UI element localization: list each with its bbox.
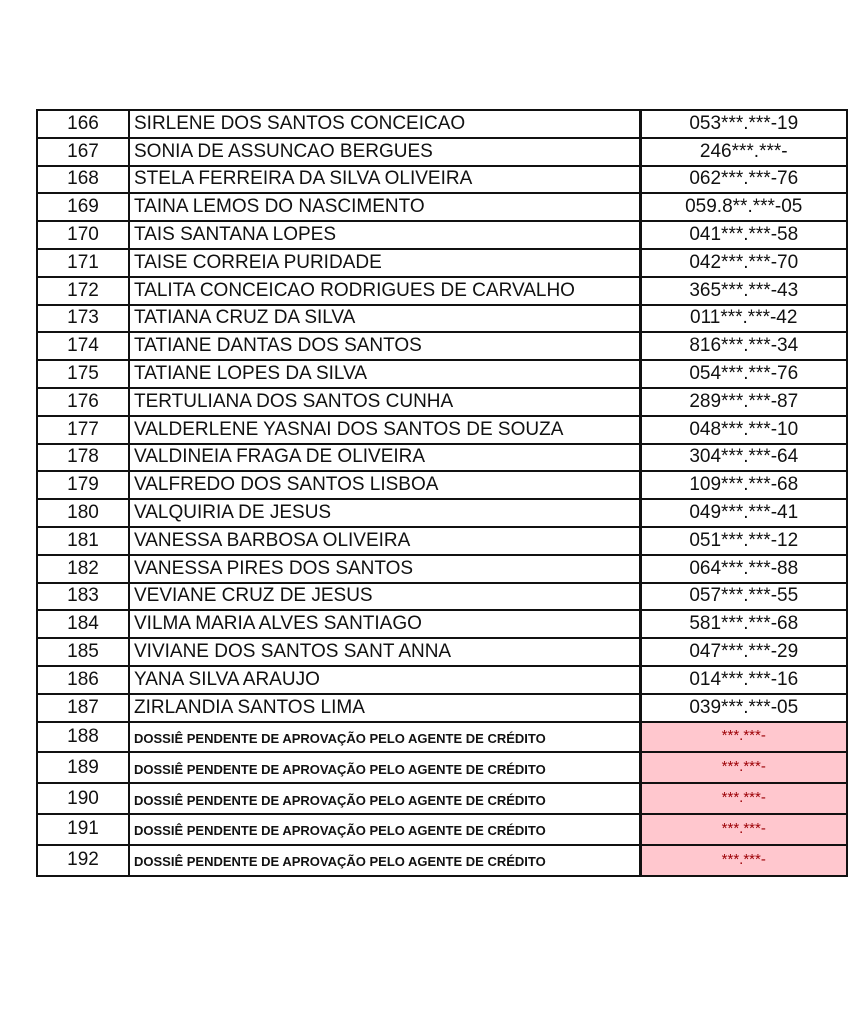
cpf-cell: 064***.***-88 [640, 555, 847, 583]
beneficiary-name-cell: VILMA MARIA ALVES SANTIAGO [129, 610, 640, 638]
table-row [37, 277, 847, 305]
cpf-cell: 047***.***-29 [640, 638, 847, 666]
table-row [37, 110, 847, 138]
cpf-cell: 039***.***-05 [640, 694, 847, 722]
table-row [37, 783, 847, 814]
row-number-cell: 182 [37, 555, 129, 583]
table-row [37, 249, 847, 277]
table-row [37, 166, 847, 194]
beneficiary-name-cell: TALITA CONCEICAO RODRIGUES DE CARVALHO [129, 277, 640, 305]
table-row [37, 388, 847, 416]
cpf-cell: 109***.***-68 [640, 471, 847, 499]
row-number-cell: 166 [37, 110, 129, 138]
cpf-cell: 048***.***-10 [640, 416, 847, 444]
row-number-cell: 167 [37, 138, 129, 166]
pending-cpf-cell: ***.***- [640, 783, 847, 814]
row-number-cell: 187 [37, 694, 129, 722]
beneficiary-name-cell: TATIANA CRUZ DA SILVA [129, 305, 640, 333]
cpf-cell: 246***.***- [640, 138, 847, 166]
pending-dossier-note: DOSSIÊ PENDENTE DE APROVAÇÃO PELO AGENTE DE CRÉDITO [129, 722, 640, 753]
row-number-cell: 189 [37, 752, 129, 783]
table-row [37, 638, 847, 666]
beneficiary-name-cell: TATIANE LOPES DA SILVA [129, 360, 640, 388]
table-row [37, 221, 847, 249]
row-number-cell: 180 [37, 499, 129, 527]
row-number-cell: 173 [37, 305, 129, 333]
table-row [37, 444, 847, 472]
beneficiary-name-cell: TATIANE DANTAS DOS SANTOS [129, 332, 640, 360]
row-number-cell: 181 [37, 527, 129, 555]
beneficiary-name-cell: YANA SILVA ARAUJO [129, 666, 640, 694]
beneficiary-name-cell: VALFREDO DOS SANTOS LISBOA [129, 471, 640, 499]
row-number-cell: 179 [37, 471, 129, 499]
cpf-cell: 062***.***-76 [640, 166, 847, 194]
beneficiary-name-cell: STELA FERREIRA DA SILVA OLIVEIRA [129, 166, 640, 194]
table-row [37, 305, 847, 333]
table-row [37, 471, 847, 499]
pending-dossier-note: DOSSIÊ PENDENTE DE APROVAÇÃO PELO AGENTE DE CRÉDITO [129, 783, 640, 814]
row-number-cell: 185 [37, 638, 129, 666]
cpf-cell: 053***.***-19 [640, 110, 847, 138]
row-number-cell: 171 [37, 249, 129, 277]
cpf-cell: 042***.***-70 [640, 249, 847, 277]
pending-cpf-cell: ***.***- [640, 845, 847, 876]
table-row [37, 583, 847, 611]
beneficiary-name-cell: SIRLENE DOS SANTOS CONCEICAO [129, 110, 640, 138]
spreadsheet-page [36, 109, 846, 877]
cpf-cell: 059.8**.***-05 [640, 193, 847, 221]
row-number-cell: 191 [37, 814, 129, 845]
row-number-cell: 169 [37, 193, 129, 221]
cpf-cell: 057***.***-55 [640, 583, 847, 611]
cpf-cell: 289***.***-87 [640, 388, 847, 416]
table-row [37, 722, 847, 753]
row-number-cell: 174 [37, 332, 129, 360]
table-row [37, 610, 847, 638]
pending-dossier-note: DOSSIÊ PENDENTE DE APROVAÇÃO PELO AGENTE DE CRÉDITO [129, 752, 640, 783]
row-number-cell: 192 [37, 845, 129, 876]
row-number-cell: 183 [37, 583, 129, 611]
cpf-cell: 051***.***-12 [640, 527, 847, 555]
table-row [37, 499, 847, 527]
cpf-cell: 014***.***-16 [640, 666, 847, 694]
beneficiary-name-cell: VEVIANE CRUZ DE JESUS [129, 583, 640, 611]
table-row [37, 555, 847, 583]
cpf-cell: 054***.***-76 [640, 360, 847, 388]
row-number-cell: 190 [37, 783, 129, 814]
beneficiary-name-cell: VALQUIRIA DE JESUS [129, 499, 640, 527]
beneficiary-name-cell: VIVIANE DOS SANTOS SANT ANNA [129, 638, 640, 666]
table-row [37, 193, 847, 221]
pending-cpf-cell: ***.***- [640, 722, 847, 753]
row-number-cell: 177 [37, 416, 129, 444]
pending-dossier-note: DOSSIÊ PENDENTE DE APROVAÇÃO PELO AGENTE DE CRÉDITO [129, 814, 640, 845]
table-row [37, 814, 847, 845]
beneficiary-name-cell: VALDERLENE YASNAI DOS SANTOS DE SOUZA [129, 416, 640, 444]
cpf-cell: 304***.***-64 [640, 444, 847, 472]
beneficiary-name-cell: ZIRLANDIA SANTOS LIMA [129, 694, 640, 722]
beneficiary-name-cell: TAIS SANTANA LOPES [129, 221, 640, 249]
row-number-cell: 178 [37, 444, 129, 472]
beneficiary-name-cell: TERTULIANA DOS SANTOS CUNHA [129, 388, 640, 416]
beneficiary-table [36, 109, 848, 877]
row-number-cell: 188 [37, 722, 129, 753]
pending-cpf-cell: ***.***- [640, 814, 847, 845]
table-row [37, 527, 847, 555]
beneficiary-name-cell: SONIA DE ASSUNCAO BERGUES [129, 138, 640, 166]
beneficiary-name-cell: VALDINEIA FRAGA DE OLIVEIRA [129, 444, 640, 472]
cpf-cell: 041***.***-58 [640, 221, 847, 249]
row-number-cell: 175 [37, 360, 129, 388]
beneficiary-name-cell: TAISE CORREIA PURIDADE [129, 249, 640, 277]
row-number-cell: 170 [37, 221, 129, 249]
cpf-cell: 581***.***-68 [640, 610, 847, 638]
pending-cpf-cell: ***.***- [640, 752, 847, 783]
row-number-cell: 186 [37, 666, 129, 694]
cpf-cell: 049***.***-41 [640, 499, 847, 527]
pending-dossier-note: DOSSIÊ PENDENTE DE APROVAÇÃO PELO AGENTE DE CRÉDITO [129, 845, 640, 876]
beneficiary-name-cell: TAINA LEMOS DO NASCIMENTO [129, 193, 640, 221]
row-number-cell: 184 [37, 610, 129, 638]
cpf-cell: 365***.***-43 [640, 277, 847, 305]
table-row [37, 138, 847, 166]
table-row [37, 752, 847, 783]
table-row [37, 416, 847, 444]
cpf-cell: 011***.***-42 [640, 305, 847, 333]
table-body [37, 110, 847, 876]
beneficiary-name-cell: VANESSA BARBOSA OLIVEIRA [129, 527, 640, 555]
beneficiary-name-cell: VANESSA PIRES DOS SANTOS [129, 555, 640, 583]
table-row [37, 666, 847, 694]
row-number-cell: 176 [37, 388, 129, 416]
table-row [37, 332, 847, 360]
row-number-cell: 168 [37, 166, 129, 194]
cpf-cell: 816***.***-34 [640, 332, 847, 360]
row-number-cell: 172 [37, 277, 129, 305]
table-row [37, 845, 847, 876]
table-row [37, 694, 847, 722]
table-row [37, 360, 847, 388]
